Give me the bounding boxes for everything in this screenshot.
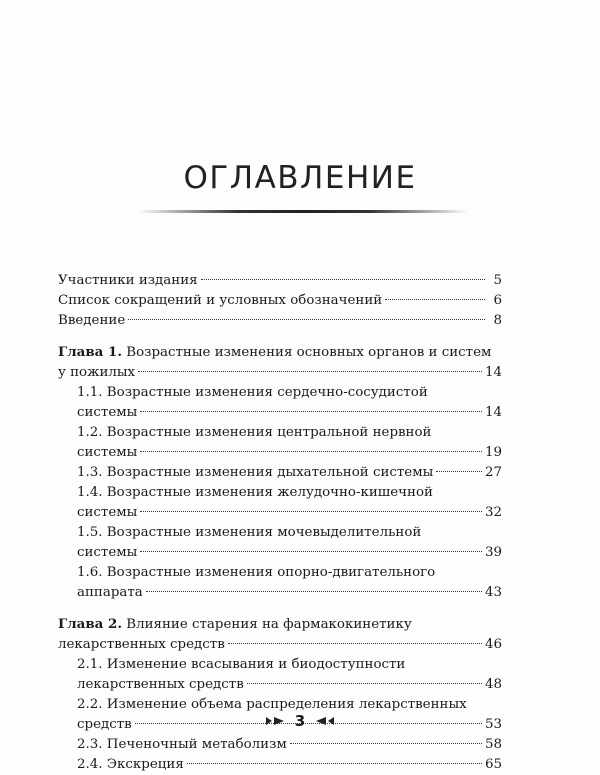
toc-chapter-2[interactable] <box>58 614 502 655</box>
section-title-line1: 2.2. Изменение объема распределения лекарственных <box>77 697 467 712</box>
toc-page-number: 14 <box>484 365 502 380</box>
section-title-line2: системы <box>77 505 138 520</box>
section-title-line1: 1.6. Возрастные изменения опорно-двигательного <box>77 565 436 580</box>
toc-page-number: 65 <box>484 757 502 772</box>
toc-entry[interactable] <box>58 311 502 331</box>
chapter-title-line2: у пожилых <box>58 365 136 380</box>
dot-leader <box>228 643 482 644</box>
section-title-line2: средств <box>77 717 132 732</box>
toc-section[interactable] <box>58 523 502 563</box>
toc-entry-text: Введение <box>58 313 126 328</box>
toc-page-number: 46 <box>484 637 502 652</box>
chapter-heading <box>58 614 502 635</box>
dot-leader <box>436 471 482 472</box>
toc-section[interactable] <box>58 463 502 483</box>
toc-page-number: 6 <box>493 293 502 308</box>
dot-leader <box>201 279 485 280</box>
right-ornament-icon <box>313 715 335 727</box>
table-of-contents <box>58 271 502 775</box>
dot-leader <box>138 371 482 372</box>
toc-page-number: 27 <box>484 465 502 480</box>
left-ornament-icon <box>265 715 287 727</box>
section-title-line1: 1.2. Возрастные изменения центральной нервной <box>77 425 432 440</box>
toc-page-number: 8 <box>493 313 502 328</box>
section-title-line2: системы <box>77 445 138 460</box>
toc-page-number: 32 <box>484 505 502 520</box>
toc-page-number: 58 <box>484 737 502 752</box>
section-title-line2: лекарственных средств <box>77 677 244 692</box>
toc-entry-text: Участники издания <box>58 273 198 288</box>
dot-leader <box>140 451 482 452</box>
dot-leader <box>290 743 482 744</box>
toc-entry-text: Список сокращений и условных обозначений <box>58 293 383 308</box>
toc-entry[interactable] <box>58 291 502 311</box>
dot-leader <box>146 591 482 592</box>
section-title: 2.3. Печеночный метаболизм <box>77 737 287 752</box>
toc-section[interactable] <box>58 735 502 755</box>
section-title-line1: 2.1. Изменение всасывания и биодоступности <box>77 657 406 672</box>
toc-page-number: 14 <box>484 405 502 420</box>
chapter-title-line1: Возрастные изменения основных органов и систем <box>122 345 492 360</box>
section-title-line1: 1.1. Возрастные изменения сердечно-сосудистой <box>77 385 428 400</box>
dot-leader <box>140 511 482 512</box>
page-title: ОГЛАВЛЕНИЕ <box>183 160 417 196</box>
toc-entry[interactable] <box>58 271 502 291</box>
dot-leader <box>187 763 482 764</box>
section-title: 1.3. Возрастные изменения дыхательной системы <box>77 465 434 480</box>
toc-page-number: 48 <box>484 677 502 692</box>
dot-leader <box>247 683 482 684</box>
chapter-title-line1: Влияние старения на фармакокинетику <box>122 617 412 632</box>
chapter-label: Глава 1. <box>58 344 122 360</box>
section-title: 2.4. Экскреция <box>77 757 184 772</box>
section-title-line1: 1.4. Возрастные изменения желудочно-кишечной <box>77 485 433 500</box>
chapter-label: Глава 2. <box>58 616 122 632</box>
chapter-title-line2: лекарственных средств <box>58 637 225 652</box>
toc-page-number: 5 <box>493 273 502 288</box>
toc-section[interactable] <box>58 423 502 463</box>
dot-leader <box>128 319 485 320</box>
toc-section[interactable] <box>58 655 502 695</box>
toc-page-number: 53 <box>484 717 502 732</box>
section-title-line2: системы <box>77 405 138 420</box>
toc-page-number: 43 <box>484 585 502 600</box>
toc-page-number: 19 <box>484 445 502 460</box>
dot-leader <box>140 411 482 412</box>
section-title-line1: 1.5. Возрастные изменения мочевыделительной <box>77 525 422 540</box>
toc-section[interactable] <box>58 755 502 775</box>
toc-chapter-1[interactable] <box>58 342 502 383</box>
toc-section[interactable] <box>58 483 502 523</box>
page-number: 3 <box>294 712 306 730</box>
section-title-line2: аппарата <box>77 585 143 600</box>
chapter-heading <box>58 342 502 363</box>
page-footer <box>0 712 600 730</box>
toc-section[interactable] <box>58 563 502 603</box>
toc-section[interactable] <box>58 383 502 423</box>
toc-page-number: 39 <box>484 545 502 560</box>
dot-leader <box>140 551 482 552</box>
title-divider <box>138 210 468 213</box>
dot-leader <box>385 299 485 300</box>
section-title-line2: системы <box>77 545 138 560</box>
